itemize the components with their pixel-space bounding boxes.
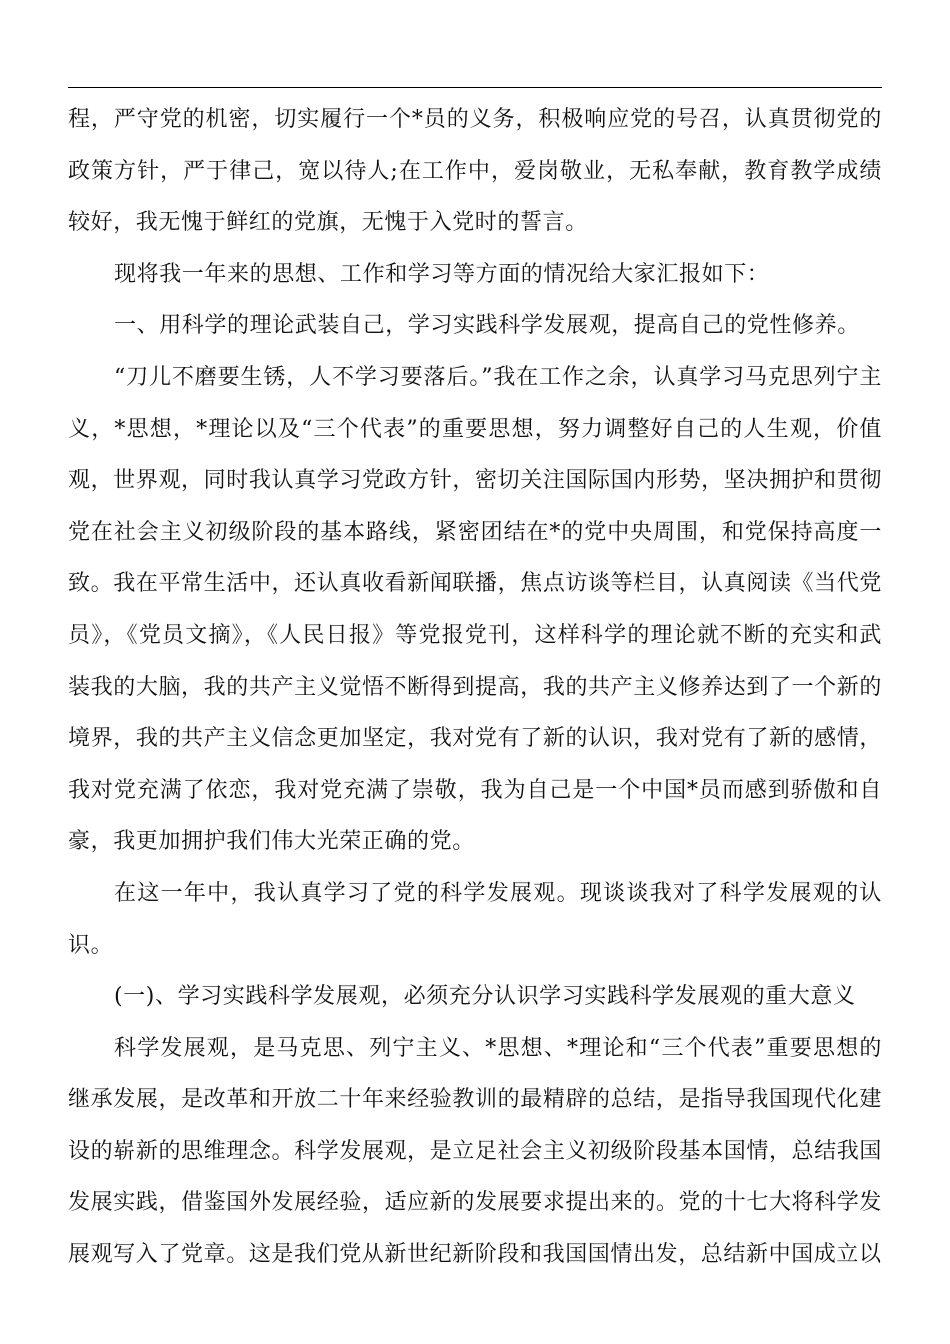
section-heading-one: 一、用科学的理论武装自己，学习实践科学发展观，提高自己的党性修养。 bbox=[114, 313, 860, 339]
paragraph-continuation: 程，严守党的机密，切实履行一个*员的义务，积极响应党的号召，认真贯彻党的政策方针，严于律己，宽以待人;在工作中，爱岗敬业，无私奉献，教育教学成绩较好，我无愧于鲜红的党旗，无愧于入党时的誓言。 bbox=[68, 107, 882, 236]
header-rule bbox=[68, 87, 882, 88]
paragraph-report-intro: 现将我一年来的思想、工作和学习等方面的情况给大家汇报如下： bbox=[114, 261, 770, 287]
paragraph-year-study: 在这一年中，我认真学习了党的科学发展观。现谈谈我对了科学发展观的认识。 bbox=[68, 880, 882, 958]
document-body bbox=[68, 94, 882, 1281]
subsection-heading-one: (一)、学习实践科学发展观，必须充分认识学习实践科学发展观的重大意义 bbox=[114, 984, 856, 1010]
paragraph-scientific-development: 科学发展观，是马克思、列宁主义、*思想、*理论和“三个代表”重要思想的继承发展，是改革和开放二十年来经验教训的最精辟的总结，是指导我国现代化建设的崭新的思维理念。科学发展观，是立足社会主义初级阶段基本国情，总结我国发展实践，借鉴国外发展经验，适应新的发展要求提出来的。党的十七大将科学发展观写入了党章。这是我们党从新世纪新阶段和我国国情出发，总结新中国成立以 bbox=[68, 1035, 882, 1268]
paragraph-study-theory: “刀儿不磨要生锈，人不学习要落后。”我在工作之余，认真学习马克思列宁主义，*思想，*理论以及“三个代表”的重要思想，努力调整好自己的人生观，价值观，世界观，同时我认真学习党政方针，密切关注国际国内形势，坚决拥护和贯彻党在社会主义初级阶段的基本路线，紧密团结在*的党中央周围，和党保持高度一致。我在平常生活中，还认真收看新闻联播，焦点访谈等栏目，认真阅读《当代党员》，《党员文摘》，《人民日报》等党报党刊，这样科学的理论就不断的充实和武装我的大脑，我的共产主义觉悟不断得到提高，我的共产主义修养达到了一个新的境界，我的共产主义信念更加坚定，我对党有了新的认识，我对党有了新的感情，我对党充满了依恋，我对党充满了崇敬，我为自己是一个中国*员而感到骄傲和自豪，我更加拥护我们伟大光荣正确的党。 bbox=[68, 364, 882, 855]
